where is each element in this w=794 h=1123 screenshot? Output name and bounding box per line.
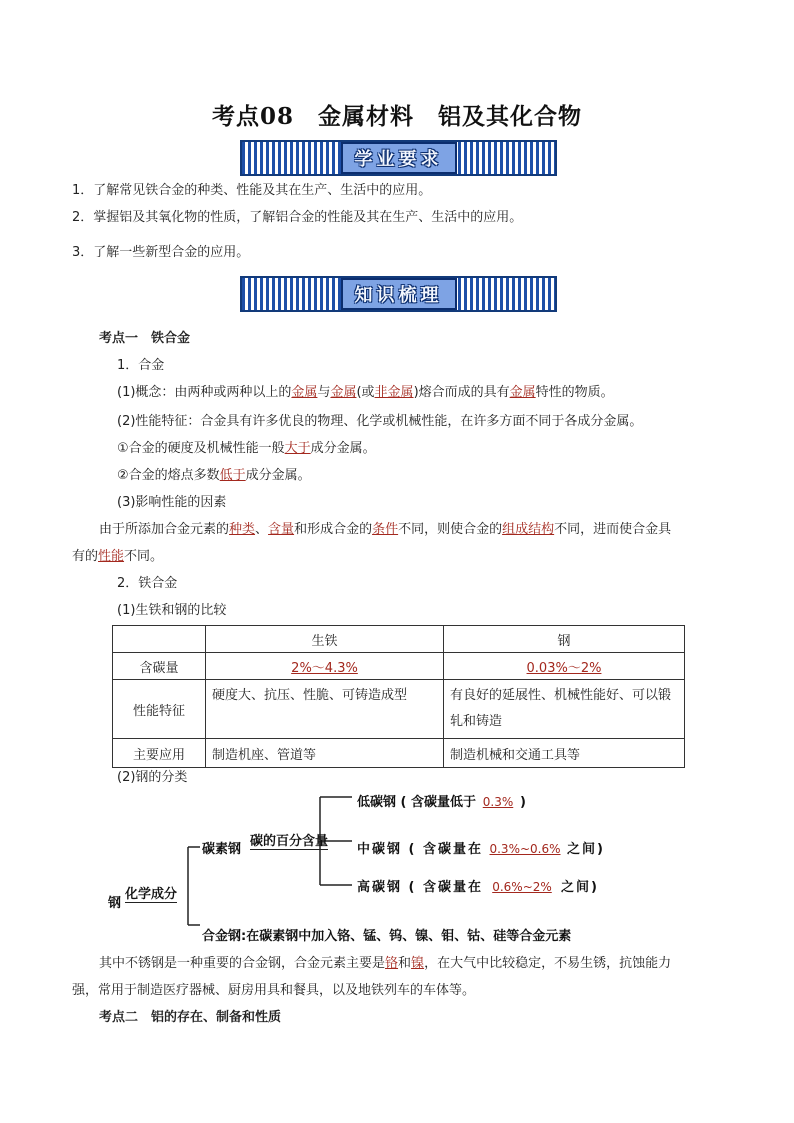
table-header-cell: 生铁: [206, 626, 444, 653]
hardness-line: ①合金的硬度及机械性能一般大于成分金属。: [117, 441, 376, 456]
table-header-cell: [113, 626, 206, 653]
table-header-row: [113, 626, 685, 653]
table-cell-value: 制造机械和交通工具等: [444, 739, 685, 768]
banner-knowledge-review: [240, 276, 557, 312]
table-cell-value: 有良好的延展性、机械性能好、可以锻轧和铸造: [444, 680, 685, 739]
section-heading: 考点一 铁合金: [99, 331, 191, 346]
table-row: [113, 739, 685, 768]
blank-answer: 0.3%~0.6%: [489, 842, 561, 856]
requirement-item: 1．了解常见铁合金的种类、性能及其在生产、生活中的应用。: [72, 183, 432, 198]
factors-line: 由于所添加合金元素的种类、含量和形成合金的条件不同，则使合金的组成结构不同，进而使合金具: [99, 522, 672, 537]
diagram-root: 钢: [108, 896, 122, 911]
stainless-line: 其中不锈钢是一种重要的合金钢，合金元素主要是铬和镍，在大气中比较稳定，不易生锈，抗蚀能力: [99, 956, 672, 971]
diagram-carbon-pct: 碳的百分含量: [250, 830, 328, 850]
blank-answer: 条件: [372, 522, 399, 537]
subsection-heading: 1．合金: [117, 358, 165, 373]
blank-answer: 组成结构: [502, 522, 555, 537]
compare-title: (1)生铁和钢的比较: [117, 603, 227, 618]
blank-answer: 金属: [509, 385, 536, 400]
table-cell-value: 硬度大、抗压、性脆、可铸造成型: [206, 680, 444, 739]
table-cell-value: 2%～4.3%: [291, 660, 358, 676]
banner-label: 学业要求: [341, 142, 457, 174]
factors-title: (3)影响性能的因素: [117, 495, 227, 510]
feature-line: (2)性能特征：合金具有许多优良的物理、化学或机械性能，在许多方面不同于各成分金属。: [117, 414, 643, 429]
blank-answer: 金属: [291, 385, 318, 400]
blank-answer: 性能: [98, 549, 125, 564]
factors-line-cont: 有的性能不同。: [72, 549, 164, 564]
blank-answer: 含量: [268, 522, 295, 537]
stainless-line-cont: 强，常用于制造医疗器械、厨房用具和餐具，以及地铁列车的车体等。: [72, 983, 476, 998]
diagram-high-carbon: 高碳钢 ( 含碳量在 0.6%~2% 之间): [357, 880, 599, 895]
table-cell-label: 主要应用: [113, 739, 206, 768]
diagram-alloy-steel: 合金钢:在碳素钢中加入铬、锰、钨、镍、钼、钴、硅等合金元素: [202, 929, 572, 944]
blank-answer: 种类: [229, 522, 256, 537]
table-cell-value: 0.03%～2%: [526, 660, 602, 676]
table-cell-value: 制造机座、管道等: [206, 739, 444, 768]
table-cell-label: 含碳量: [113, 653, 206, 680]
requirement-item: 3．了解一些新型合金的应用。: [72, 245, 250, 260]
blank-answer: 非金属: [374, 385, 414, 400]
melting-line: ②合金的熔点多数低于成分金属。: [117, 468, 311, 483]
table-cell-label: 性能特征: [113, 680, 206, 739]
blank-answer: 镍: [411, 956, 425, 971]
table-row: [113, 680, 685, 739]
concept-line: (1)概念：由两种或两种以上的金属与金属(或非金属)熔合而成的具有金属特性的物质。: [117, 385, 614, 400]
diagram-carbon-steel: 碳素钢: [202, 842, 242, 857]
blank-answer: 金属: [330, 385, 357, 400]
iron-steel-comparison-table: [112, 625, 685, 768]
blank-answer: 0.3%: [482, 795, 514, 809]
diagram-low-carbon: 低碳钢 ( 含碳量低于 0.3% ): [357, 795, 526, 810]
diagram-mid-carbon: 中碳钢 ( 含碳量在 0.3%~0.6% 之间): [357, 842, 605, 857]
table-header-cell: 钢: [444, 626, 685, 653]
blank-answer: 铬: [385, 956, 399, 971]
blank-answer: 低于: [219, 468, 246, 483]
requirement-item: 2．掌握铝及其氧化物的性质，了解铝合金的性能及其在生产、生活中的应用。: [72, 210, 523, 225]
classify-title: (2)钢的分类: [117, 770, 188, 785]
blank-answer: 0.6%~2%: [492, 880, 552, 894]
banner-academic-requirements: [240, 140, 557, 176]
diagram-by-label: 化学成分: [125, 883, 177, 903]
section-heading: 考点二 铝的存在、制备和性质: [99, 1010, 282, 1025]
banner-label: 知识梳理: [341, 278, 457, 310]
page-title: 考点08 金属材料 铝及其化合物: [211, 103, 582, 130]
table-row: [113, 653, 685, 680]
blank-answer: 大于: [284, 441, 311, 456]
subsection-heading: 2．铁合金: [117, 576, 178, 591]
